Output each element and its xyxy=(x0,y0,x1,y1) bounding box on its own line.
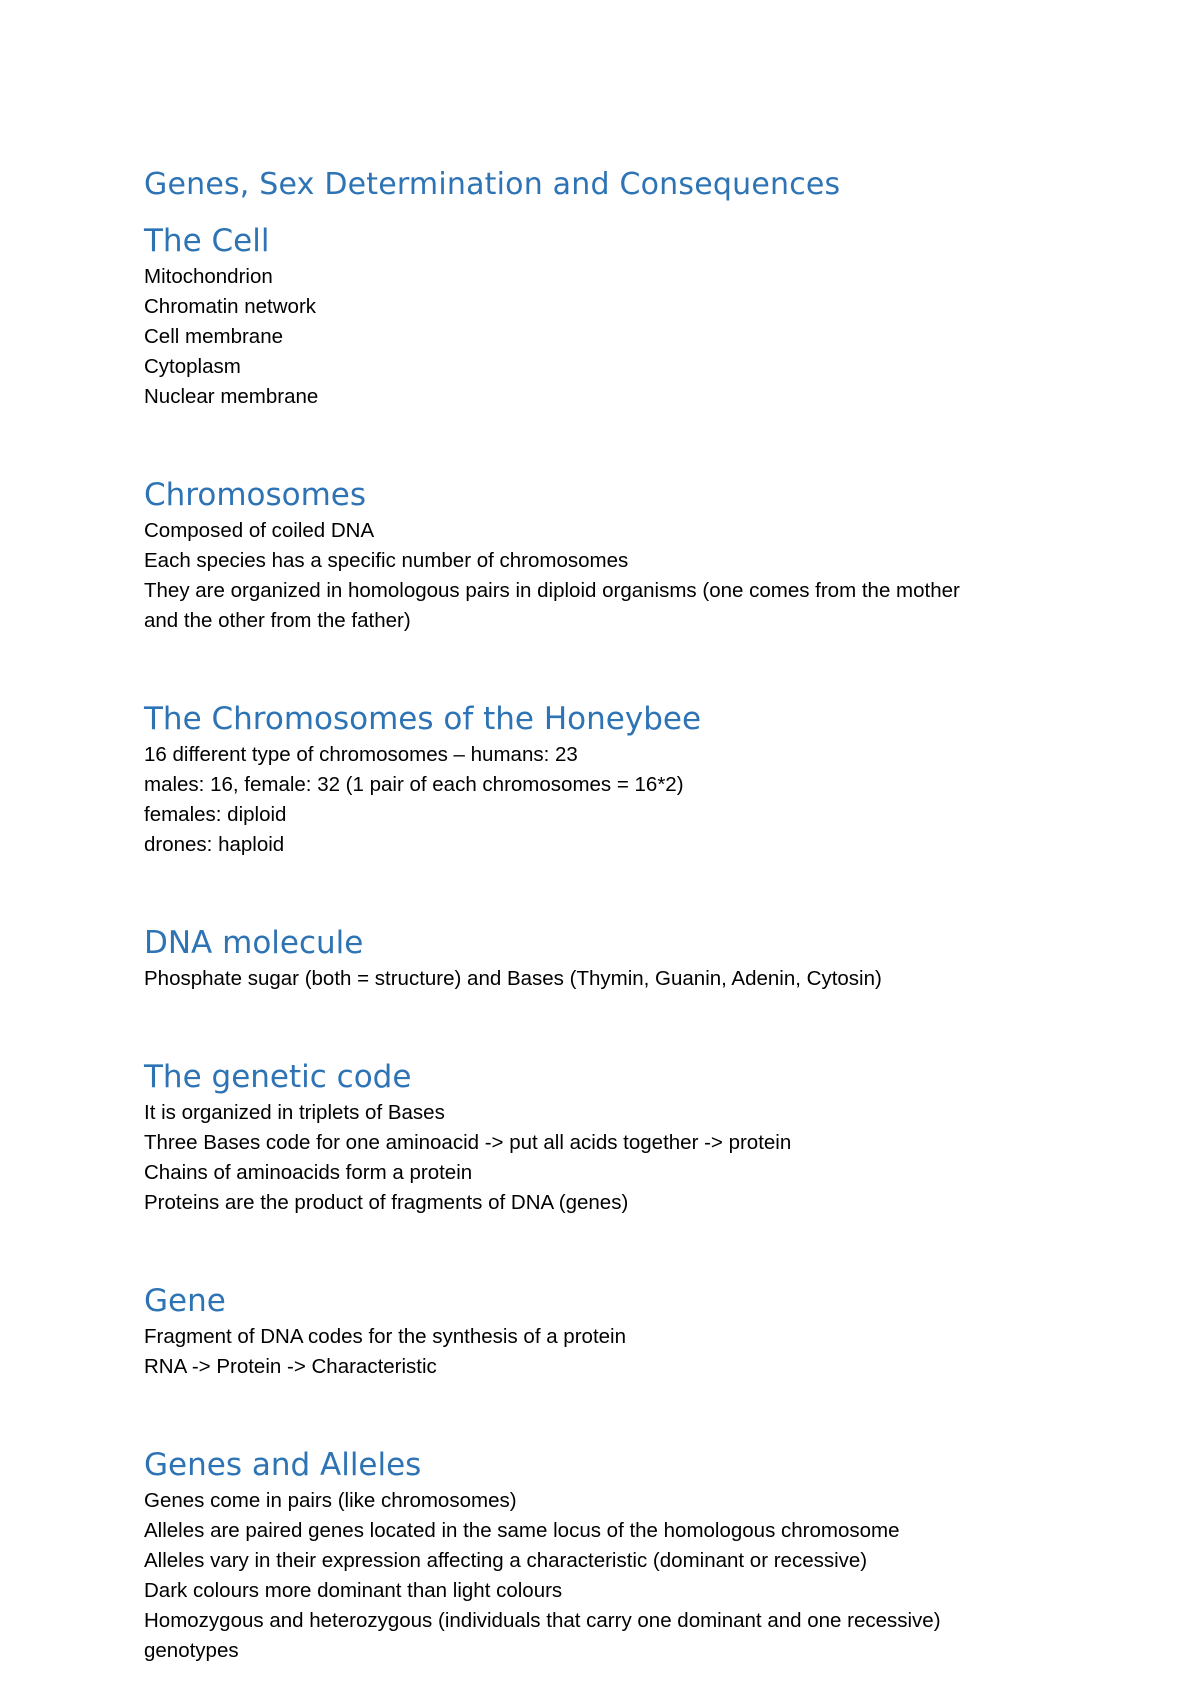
section-lines xyxy=(144,1322,1064,1382)
text-line: males: 16, female: 32 (1 pair of each chromosomes = 16*2) xyxy=(144,773,684,796)
section-heading: Chromosomes xyxy=(144,477,367,513)
text-line: Dark colours more dominant than light colours xyxy=(144,1579,563,1602)
text-line: Chromatin network xyxy=(144,295,317,318)
text-line: Homozygous and heterozygous (individuals that carry one dominant and one recessive) xyxy=(144,1609,941,1632)
text-line: Phosphate sugar (both = structure) and Bases (Thymin, Guanin, Adenin, Cytosin) xyxy=(144,967,882,990)
section-dna-molecule xyxy=(144,922,1064,994)
section-heading: The Cell xyxy=(144,223,270,259)
section-heading: The genetic code xyxy=(144,1059,412,1095)
text-line: Cytoplasm xyxy=(144,355,241,378)
section-honeybee-chromosomes xyxy=(144,698,1064,860)
section-lines xyxy=(144,1098,1064,1218)
text-line: They are organized in homologous pairs in diploid organisms (one comes from the mother xyxy=(144,579,960,602)
text-line: genotypes xyxy=(144,1639,239,1662)
section-the-cell xyxy=(144,220,1064,412)
section-genetic-code xyxy=(144,1056,1064,1218)
text-line: Each species has a specific number of chromosomes xyxy=(144,549,629,572)
text-line: females: diploid xyxy=(144,803,287,826)
text-line: Cell membrane xyxy=(144,325,283,348)
text-line: Three Bases code for one aminoacid -> put all acids together -> protein xyxy=(144,1131,792,1154)
section-heading: Gene xyxy=(144,1283,226,1319)
section-heading: Genes and Alleles xyxy=(144,1447,422,1483)
spacer xyxy=(144,1382,1064,1444)
text-line: Alleles are paired genes located in the same locus of the homologous chromosome xyxy=(144,1519,900,1542)
section-lines xyxy=(144,1486,1064,1666)
spacer xyxy=(144,636,1064,698)
document-title: Genes, Sex Determination and Consequences xyxy=(144,167,841,202)
section-chromosomes xyxy=(144,474,1064,636)
section-lines xyxy=(144,262,1064,412)
text-line: Fragment of DNA codes for the synthesis of a protein xyxy=(144,1325,626,1348)
text-line: Composed of coiled DNA xyxy=(144,519,375,542)
text-line: Nuclear membrane xyxy=(144,385,319,408)
text-line: and the other from the father) xyxy=(144,609,411,632)
text-line: 16 different type of chromosomes – humans: 23 xyxy=(144,743,578,766)
spacer xyxy=(144,860,1064,922)
text-line: Proteins are the product of fragments of DNA (genes) xyxy=(144,1191,629,1214)
text-line: Chains of aminoacids form a protein xyxy=(144,1161,473,1184)
text-line: Mitochondrion xyxy=(144,265,273,288)
section-heading: DNA molecule xyxy=(144,925,364,961)
text-line: drones: haploid xyxy=(144,833,285,856)
section-heading: The Chromosomes of the Honeybee xyxy=(144,701,702,737)
document-content xyxy=(144,164,1064,1666)
text-line: Alleles vary in their expression affecting a characteristic (dominant or recessive) xyxy=(144,1549,868,1572)
section-gene xyxy=(144,1280,1064,1382)
text-line: Genes come in pairs (like chromosomes) xyxy=(144,1489,517,1512)
section-lines xyxy=(144,964,1064,994)
spacer xyxy=(144,1218,1064,1280)
text-line: It is organized in triplets of Bases xyxy=(144,1101,445,1124)
section-genes-and-alleles xyxy=(144,1444,1064,1666)
spacer xyxy=(144,412,1064,474)
text-line: RNA -> Protein -> Characteristic xyxy=(144,1355,437,1378)
spacer xyxy=(144,994,1064,1056)
section-lines xyxy=(144,516,1064,636)
section-lines xyxy=(144,740,1064,860)
